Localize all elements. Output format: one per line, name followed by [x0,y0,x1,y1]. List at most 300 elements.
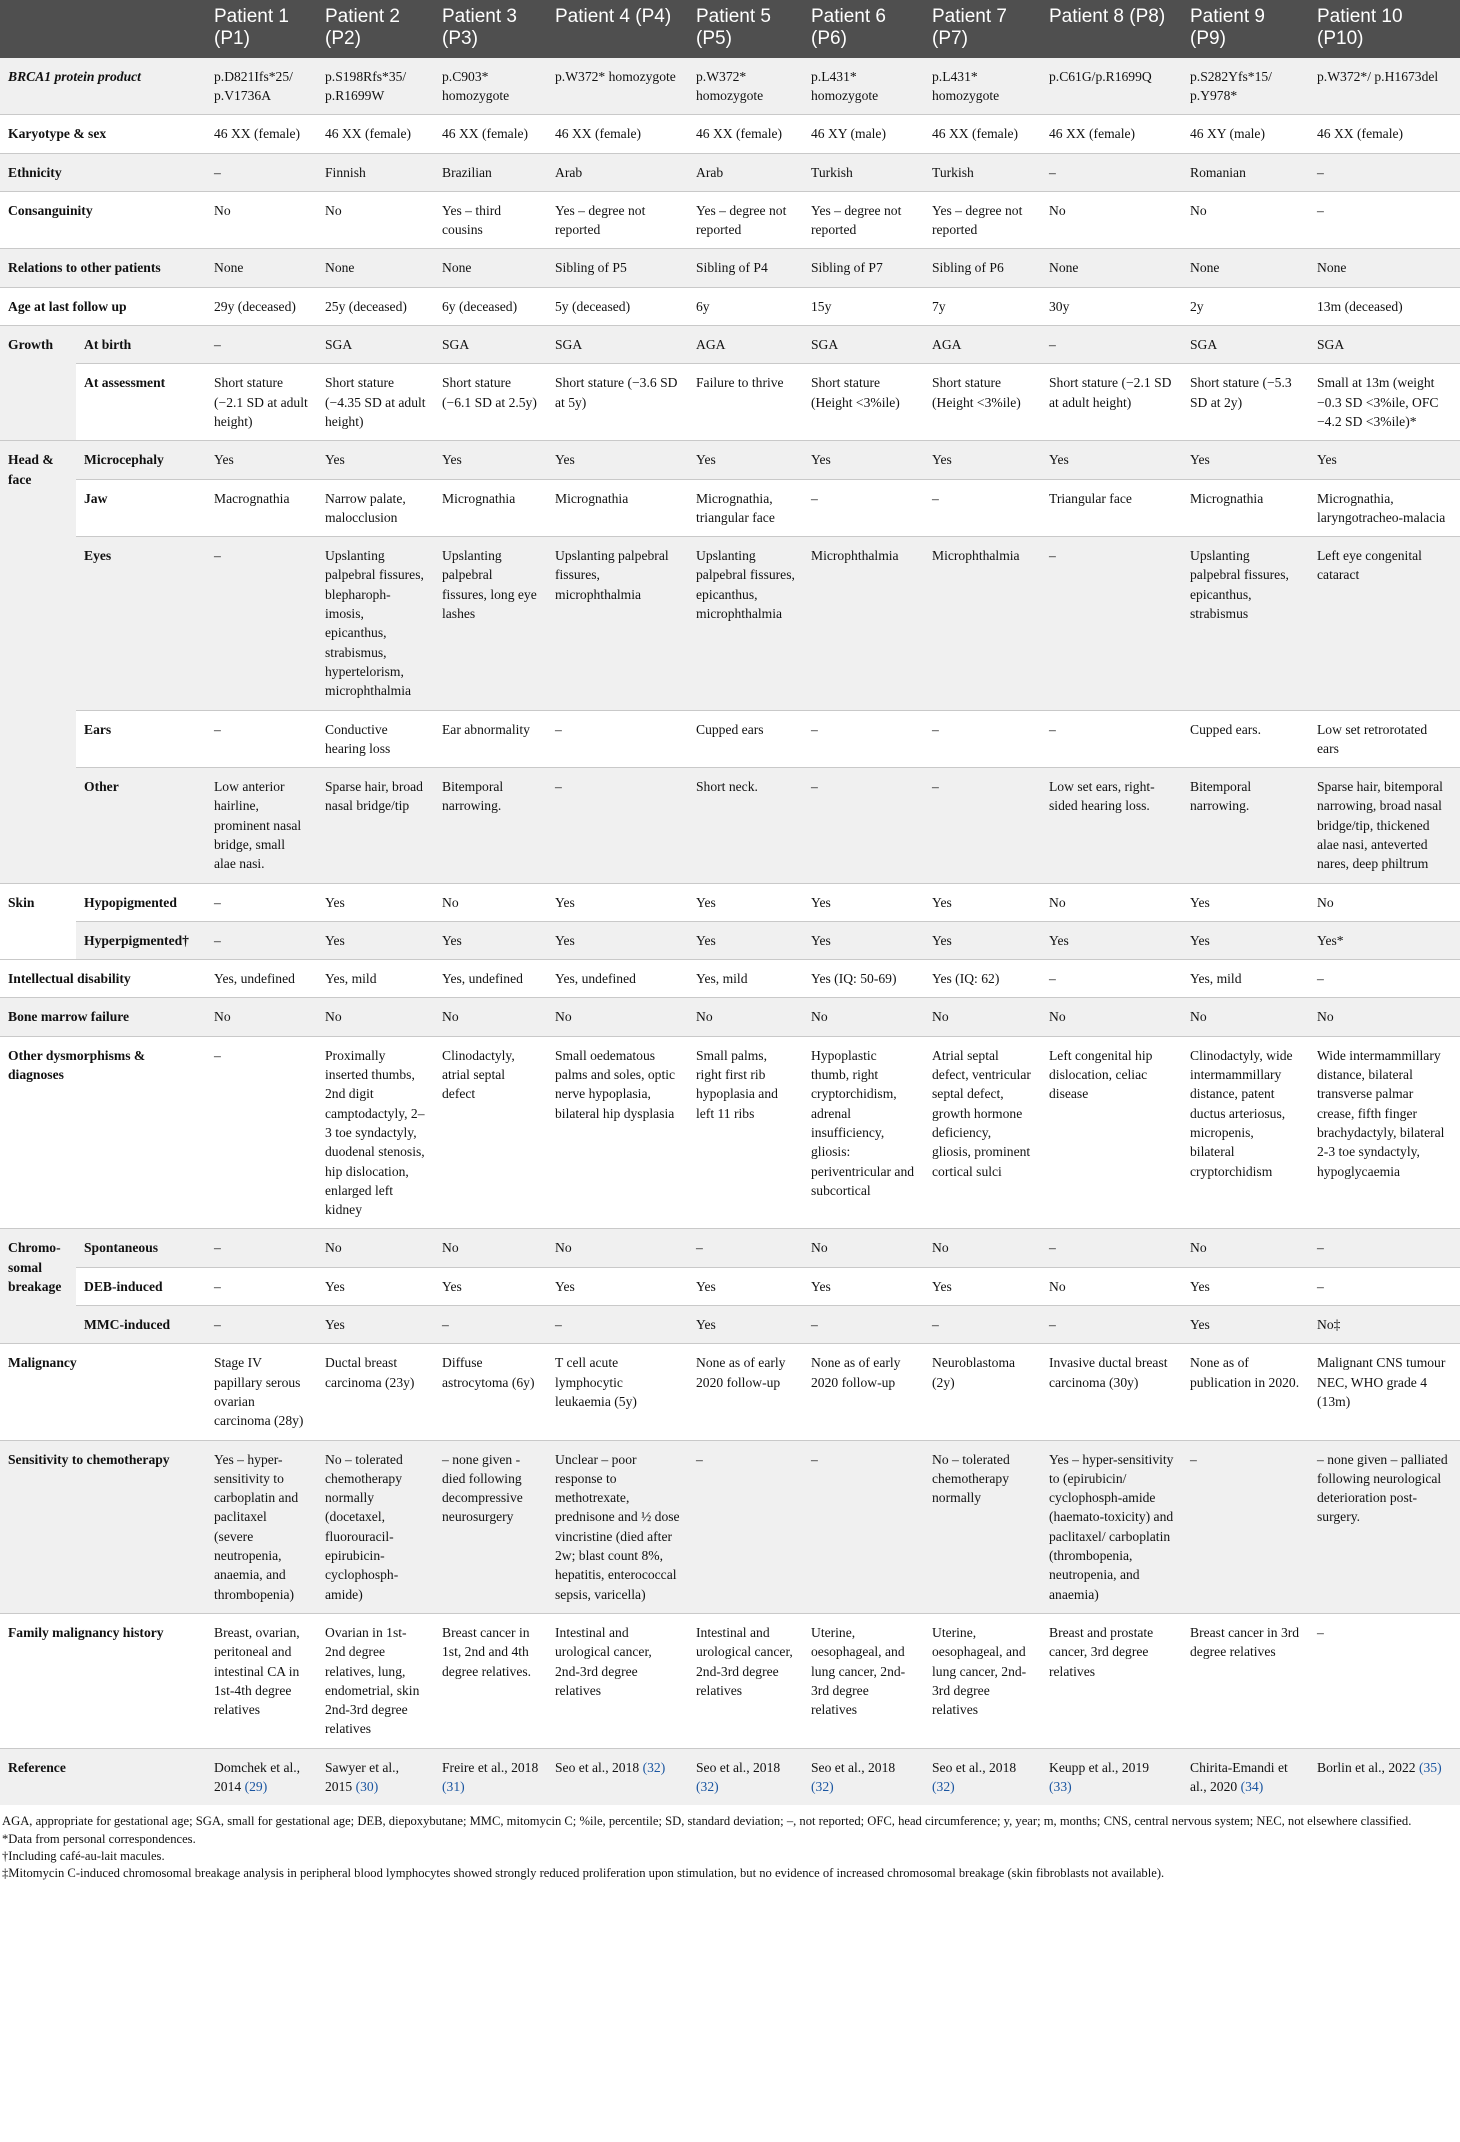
table-cell: None as of early 2020 follow-up [803,1344,924,1440]
row-group-label: Head & face [0,441,76,883]
table-cell: Turkish [803,153,924,191]
table-cell: Clinodactyly, atrial septal defect [434,1036,547,1229]
header-patient-2: Patient 2 (P2) [317,0,434,58]
table-cell: Short stature (−2.1 SD at adult height) [206,364,317,441]
table-cell: Yes [317,1306,434,1344]
table-cell: Short stature (−2.1 SD at adult height) [1041,364,1182,441]
table-cell: Upslanting palpebral fissures, epicanthus, microphthalmia [688,537,803,710]
table-cell: Yes* [1309,921,1460,959]
reference-text: Borlin et al., 2022 [1317,1759,1419,1775]
header-patient-3: Patient 3 (P3) [434,0,547,58]
row-sublabel: Hyperpigmented† [76,921,206,959]
table-cell: Yes [547,441,688,479]
table-cell: – [1309,1613,1460,1748]
table-cell: Intestinal and urological cancer, 2nd-3rd degree relatives [688,1613,803,1748]
table-cell: Breast cancer in 1st, 2nd and 4th degree relatives. [434,1613,547,1748]
table-cell: Yes [547,883,688,921]
table-cell: No [547,1229,688,1267]
row-sublabel: MMC-induced [76,1306,206,1344]
table-cell: Micrognathia, triangular face [688,479,803,537]
row-label: Other dysmorphisms & diagnoses [0,1036,206,1229]
table-cell: Yes, undefined [434,960,547,998]
table-cell: Upslanting palpebral fissures, microphthalmia [547,537,688,710]
table-cell: Cupped ears. [1182,710,1309,768]
reference-cell [1309,1748,1460,1805]
reference-text: Domchek et al., 2014 [214,1759,301,1794]
table-row [0,249,1460,287]
row-sublabel: Microcephaly [76,441,206,479]
row-sublabel: DEB-induced [76,1267,206,1305]
reference-cell [803,1748,924,1805]
table-cell: – none given - died following decompressive neurosurgery [434,1440,547,1613]
table-cell: Yes [924,441,1041,479]
table-cell: Intestinal and urological cancer, 2nd-3rd degree relatives [547,1613,688,1748]
table-cell: – [1041,326,1182,364]
table-cell: Proximally inserted thumbs, 2nd digit camptodactyly, 2–3 toe syndactyly, duodenal stenosis, hip dislocation, enlarged left kidney [317,1036,434,1229]
table-cell: Sibling of P7 [803,249,924,287]
table-cell: Macrognathia [206,479,317,537]
table-cell: Left congenital hip dislocation, celiac disease [1041,1036,1182,1229]
table-cell: Breast cancer in 3rd degree relatives [1182,1613,1309,1748]
table-cell: Yes [317,441,434,479]
table-cell: Yes – hyper-sensitivity to (epirubicin/ cyclophosph-amide (haemato-toxicity) and paclitaxel/ carboplatin (thrombopenia, neutropenia, and anaemia) [1041,1440,1182,1613]
table-cell: Brazilian [434,153,547,191]
row-group-label: Growth [0,326,76,441]
table-cell: Narrow palate, malocclusion [317,479,434,537]
reference-cell [434,1748,547,1805]
reference-cell [206,1748,317,1805]
table-cell: Yes, mild [317,960,434,998]
citation-link[interactable]: (33) [1049,1778,1072,1794]
table-cell: Unclear – poor response to methotrexate, prednisone and ½ dose vincristine (died after 2w; blast count 8%, hepatitis, enterococcal sepsis, varicella) [547,1440,688,1613]
table-cell: AGA [924,326,1041,364]
table-cell: Yes [434,441,547,479]
reference-cell [1041,1748,1182,1805]
table-cell: 46 XX (female) [206,115,317,153]
table-row [0,537,1460,710]
table-cell: Upslanting palpebral fissures, blepharoph-imosis, epicanthus, strabismus, hypertelorism, microphthalmia [317,537,434,710]
table-cell: Upslanting palpebral fissures, epicanthus, strabismus [1182,537,1309,710]
header-patient-10: Patient 10 (P10) [1309,0,1460,58]
table-cell: – [206,1306,317,1344]
table-cell: Turkish [924,153,1041,191]
table-cell: Uterine, oesophageal, and lung cancer, 2nd-3rd degree relatives [803,1613,924,1748]
table-cell: – [1041,960,1182,998]
table-cell: No – tolerated chemotherapy normally [924,1440,1041,1613]
table-cell: – [434,1306,547,1344]
table-cell: Small palms, right first rib hypoplasia and left 11 ribs [688,1036,803,1229]
gene-name: BRCA1 protein product [8,68,141,84]
table-cell: No [803,998,924,1036]
row-sublabel: Jaw [76,479,206,537]
table-cell: Micrognathia [434,479,547,537]
table-cell: – [688,1440,803,1613]
table-cell: Yes [803,883,924,921]
table-cell: Bitemporal narrowing. [1182,768,1309,883]
header-patient-6: Patient 6 (P6) [803,0,924,58]
table-cell: Yes – degree not reported [547,191,688,249]
table-row [0,998,1460,1036]
table-row [0,960,1460,998]
table-cell: No [1309,998,1460,1036]
table-cell: Yes [803,1267,924,1305]
reference-cell [317,1748,434,1805]
table-cell: Sibling of P6 [924,249,1041,287]
table-cell: Yes, mild [1182,960,1309,998]
table-cell: – [206,153,317,191]
table-cell: Microphthalmia [924,537,1041,710]
row-label: Bone marrow failure [0,998,206,1036]
table-cell: – [206,326,317,364]
table-cell: – [206,710,317,768]
table-cell: No [434,883,547,921]
table-cell: Ductal breast carcinoma (23y) [317,1344,434,1440]
citation-link[interactable]: (35) [1418,1759,1442,1775]
table-cell: T cell acute lymphocytic leukaemia (5y) [547,1344,688,1440]
table-header-row [0,0,1460,58]
table-cell: Wide intermammillary distance, bilateral transverse palmar crease, fifth finger brachydactyly, bilateral 2-3 toe syndactyly, hypoglycaemia [1309,1036,1460,1229]
table-cell: – [924,710,1041,768]
table-cell: No [1041,883,1182,921]
header-patient-1: Patient 1 (P1) [206,0,317,58]
table-cell: Yes – degree not reported [803,191,924,249]
table-cell: Low anterior hairline, prominent nasal bridge, small alae nasi. [206,768,317,883]
table-cell: – [1309,153,1460,191]
table-cell: 2y [1182,287,1309,325]
table-cell: – [206,1229,317,1267]
table-cell: p.S198Rfs*35/ p.R1699W [317,58,434,115]
table-cell: p.C903* homozygote [434,58,547,115]
row-label: Age at last follow up [0,287,206,325]
table-cell: Short stature (Height <3%ile) [924,364,1041,441]
table-cell: Yes [1182,1306,1309,1344]
table-cell: Yes [803,441,924,479]
table-cell: No [206,191,317,249]
reference-text: Seo et al., 2018 [811,1759,896,1775]
table-cell: – [1041,1229,1182,1267]
reference-text: Chirita-Emandi et al., 2020 [1190,1759,1288,1794]
table-cell: 6y [688,287,803,325]
header-patient-7: Patient 7 (P7) [924,0,1041,58]
table-row [0,883,1460,921]
row-sublabel: Ears [76,710,206,768]
table-footnotes [0,1805,1460,1887]
row-label [0,58,206,115]
table-cell: Arab [688,153,803,191]
table-row [0,326,1460,364]
table-row [0,364,1460,441]
table-cell: Yes [688,883,803,921]
reference-cell [688,1748,803,1805]
table-cell: 6y (deceased) [434,287,547,325]
row-label: Ethnicity [0,153,206,191]
table-cell: Yes – degree not reported [924,191,1041,249]
row-label: Reference [0,1748,206,1805]
table-cell: Yes [924,1267,1041,1305]
table-cell: Malignant CNS tumour NEC, WHO grade 4 (13m) [1309,1344,1460,1440]
table-cell: None [1041,249,1182,287]
table-row [0,1613,1460,1748]
table-row [0,1229,1460,1267]
footnote-abbreviations: AGA, appropriate for gestational age; SGA, small for gestational age; DEB, diepoxybutane; MMC, mitomycin C; %ile, percentile; SD, standard deviation; –, not reported; OFC, head circumference; y, year; m, months; CNS, central nervous system; NEC, not elsewhere classified. [2,1814,1412,1829]
table-cell: None as of early 2020 follow-up [688,1344,803,1440]
citation-link[interactable]: (29) [244,1778,268,1794]
header-patient-9: Patient 9 (P9) [1182,0,1309,58]
table-cell: Upslanting palpebral fissures, long eye lashes [434,537,547,710]
table-cell: Yes [688,1267,803,1305]
table-cell: None [206,249,317,287]
table-cell: Cupped ears [688,710,803,768]
table-cell: Sparse hair, bitemporal narrowing, broad nasal bridge/tip, thickened alae nasi, anteverted nares, deep philtrum [1309,768,1460,883]
table-cell: p.W372*/ p.H1673del [1309,58,1460,115]
table-cell: – [1309,1267,1460,1305]
reference-text: Seo et al., 2018 [696,1759,781,1775]
table-cell: – [924,768,1041,883]
table-cell: – [1041,153,1182,191]
table-cell: No [924,1229,1041,1267]
row-label: Sensitivity to chemotherapy [0,1440,206,1613]
table-cell: – [1309,960,1460,998]
table-cell: No – tolerated chemotherapy normally (docetaxel, fluorouracil-epirubicin-cyclophosph-amide) [317,1440,434,1613]
reference-cell [547,1748,688,1805]
table-cell: p.S282Yfs*15/ p.Y978* [1182,58,1309,115]
table-cell: Uterine, oesophageal, and lung cancer, 2nd-3rd degree relatives [924,1613,1041,1748]
table-cell: No [803,1229,924,1267]
table-cell: Sibling of P5 [547,249,688,287]
header-empty-cell [0,0,206,58]
table-cell: Short stature (−5.3 SD at 2y) [1182,364,1309,441]
citation-link[interactable]: (32) [642,1759,666,1775]
table-cell: No [688,998,803,1036]
table-row [0,1036,1460,1229]
table-cell: No [317,1229,434,1267]
header-patient-5: Patient 5 (P5) [688,0,803,58]
table-cell: No‡ [1309,1306,1460,1344]
row-sublabel: Hypopigmented [76,883,206,921]
table-cell: Yes [803,921,924,959]
table-cell: Yes [1182,883,1309,921]
table-cell: Yes, undefined [547,960,688,998]
table-cell: Yes [1041,441,1182,479]
footnote-asterisk: *Data from personal correspondences. [2,1831,196,1846]
table-cell: None [1309,249,1460,287]
table-cell: Yes [924,921,1041,959]
reference-text: Seo et al., 2018 [555,1759,643,1775]
table-row [0,1440,1460,1613]
row-sublabel: At birth [76,326,206,364]
table-cell: Micrognathia [1182,479,1309,537]
table-cell: Yes [317,1267,434,1305]
table-cell: Yes (IQ: 62) [924,960,1041,998]
table-cell: Yes [1182,441,1309,479]
table-cell: SGA [803,326,924,364]
table-cell: – [206,537,317,710]
table-cell: No [1041,998,1182,1036]
table-cell: Clinodactyly, wide intermammillary distance, patent ductus arteriosus, micropenis, bilateral cryptorchidism [1182,1036,1309,1229]
table-cell: Yes [547,921,688,959]
table-row [0,1306,1460,1344]
table-cell: None [434,249,547,287]
table-cell: Yes [317,921,434,959]
table-row [0,58,1460,115]
table-cell: Yes [1182,921,1309,959]
table-cell: Yes, mild [688,960,803,998]
table-cell: Yes [317,883,434,921]
table-cell: – [803,710,924,768]
table-cell: Failure to thrive [688,364,803,441]
table-cell: Low set retrorotated ears [1309,710,1460,768]
table-cell: – [206,883,317,921]
table-cell: – [206,921,317,959]
table-cell: p.W372* homozygote [688,58,803,115]
reference-cell [924,1748,1041,1805]
table-row [0,441,1460,479]
table-cell: – [547,768,688,883]
table-cell: – [1041,1306,1182,1344]
table-cell: No [547,998,688,1036]
table-cell: Yes [688,441,803,479]
table-cell: SGA [317,326,434,364]
table-row [0,287,1460,325]
table-cell: – [547,710,688,768]
row-sublabel: Eyes [76,537,206,710]
table-cell: No [1041,191,1182,249]
table-cell: 46 XX (female) [924,115,1041,153]
table-cell: – [1041,710,1182,768]
table-cell: Yes [688,1306,803,1344]
table-cell: Yes [1182,1267,1309,1305]
table-cell: – [1309,1229,1460,1267]
table-cell: 46 XX (female) [688,115,803,153]
table-cell: 15y [803,287,924,325]
table-cell: 46 XX (female) [1309,115,1460,153]
row-sublabel: Other [76,768,206,883]
table-cell: Conductive hearing loss [317,710,434,768]
row-sublabel: Spontaneous [76,1229,206,1267]
table-cell: Yes [434,921,547,959]
table-row [0,1267,1460,1305]
table-cell: 46 XX (female) [317,115,434,153]
table-cell: Arab [547,153,688,191]
table-cell: Breast and prostate cancer, 3rd degree relatives [1041,1613,1182,1748]
table-row [0,153,1460,191]
table-cell: SGA [547,326,688,364]
table-cell: Short stature (−4.35 SD at adult height) [317,364,434,441]
table-cell: Breast, ovarian, peritoneal and intestinal CA in 1st-4th degree relatives [206,1613,317,1748]
row-group-label: Chromo-somal breakage [0,1229,76,1344]
row-label: Relations to other patients [0,249,206,287]
table-cell: Micrognathia [547,479,688,537]
table-cell: SGA [1182,326,1309,364]
citation-link[interactable]: (34) [1240,1778,1264,1794]
table-row [0,921,1460,959]
table-cell: No [206,998,317,1036]
table-cell: 29y (deceased) [206,287,317,325]
table-cell: 7y [924,287,1041,325]
table-row [0,710,1460,768]
table-cell: No [924,998,1041,1036]
table-cell: None [317,249,434,287]
table-cell: – [803,1440,924,1613]
citation-link[interactable]: (32) [811,1778,834,1794]
table-cell: – [803,1306,924,1344]
row-label: Consanguinity [0,191,206,249]
table-cell: No [317,998,434,1036]
reference-text: Seo et al., 2018 [932,1759,1017,1775]
table-cell: Yes (IQ: 50-69) [803,960,924,998]
table-cell: Yes [924,883,1041,921]
row-sublabel: At assessment [76,364,206,441]
table-cell: Yes [206,441,317,479]
table-cell: SGA [434,326,547,364]
table-cell: 46 XX (female) [434,115,547,153]
table-cell: 13m (deceased) [1309,287,1460,325]
table-cell: Invasive ductal breast carcinoma (30y) [1041,1344,1182,1440]
table-row [0,115,1460,153]
table-cell: – none given – palliated following neurological deterioration post-surgery. [1309,1440,1460,1613]
table-cell: – [803,768,924,883]
table-cell: AGA [688,326,803,364]
table-cell: – [688,1229,803,1267]
table-row [0,768,1460,883]
table-cell: Yes, undefined [206,960,317,998]
table-cell: – [1041,537,1182,710]
table-cell: Micrognathia, laryngotracheo-malacia [1309,479,1460,537]
table-cell: – [206,1036,317,1229]
table-cell: SGA [1309,326,1460,364]
table-cell: Microphthalmia [803,537,924,710]
table-cell: Yes – hyper-sensitivity to carboplatin and paclitaxel (severe neutropenia, anaemia, and thrombopenia) [206,1440,317,1613]
citation-link[interactable]: (31) [442,1778,465,1794]
table-cell: 5y (deceased) [547,287,688,325]
table-cell: – [924,479,1041,537]
table-cell: – [1182,1440,1309,1613]
table-cell: Neuroblastoma (2y) [924,1344,1041,1440]
row-label: Intellectual disability [0,960,206,998]
row-label: Malignancy [0,1344,206,1440]
footnote-double-dagger: ‡Mitomycin C-induced chromosomal breakage analysis in peripheral blood lymphocytes showed strongly reduced proliferation upon stimulation, but no evidence of increased chromosomal breakage (skin fibroblasts not available). [2,1866,1165,1881]
table-cell: Low set ears, right-sided hearing loss. [1041,768,1182,883]
citation-link[interactable]: (30) [355,1778,379,1794]
table-cell: – [206,1267,317,1305]
table-cell: Yes [688,921,803,959]
table-cell: – [547,1306,688,1344]
table-cell: 46 XX (female) [1041,115,1182,153]
citation-link[interactable]: (32) [932,1778,955,1794]
table-cell: Small oedematous palms and soles, optic nerve hypoplasia, bilateral hip dysplasia [547,1036,688,1229]
row-label: Family malignancy history [0,1613,206,1748]
table-cell: Yes [1309,441,1460,479]
reference-text: Sawyer et al., 2015 [325,1759,399,1794]
table-cell: Sibling of P4 [688,249,803,287]
citation-link[interactable]: (32) [696,1778,719,1794]
table-cell: No [434,1229,547,1267]
table-cell: None [1182,249,1309,287]
table-cell: Ovarian in 1st-2nd degree relatives, lung, endometrial, skin 2nd-3rd degree relatives [317,1613,434,1748]
table-row [0,191,1460,249]
table-cell: No [434,998,547,1036]
table-cell: No [1309,883,1460,921]
table-cell: Triangular face [1041,479,1182,537]
table-cell: No [317,191,434,249]
table-cell: Hypoplastic thumb, right cryptorchidism, adrenal insufficiency, gliosis: periventricular and subcortical [803,1036,924,1229]
table-cell: 25y (deceased) [317,287,434,325]
table-cell: Yes [1041,921,1182,959]
header-patient-8: Patient 8 (P8) [1041,0,1182,58]
reference-cell [1182,1748,1309,1805]
table-cell: Ear abnormality [434,710,547,768]
row-label: Karyotype & sex [0,115,206,153]
